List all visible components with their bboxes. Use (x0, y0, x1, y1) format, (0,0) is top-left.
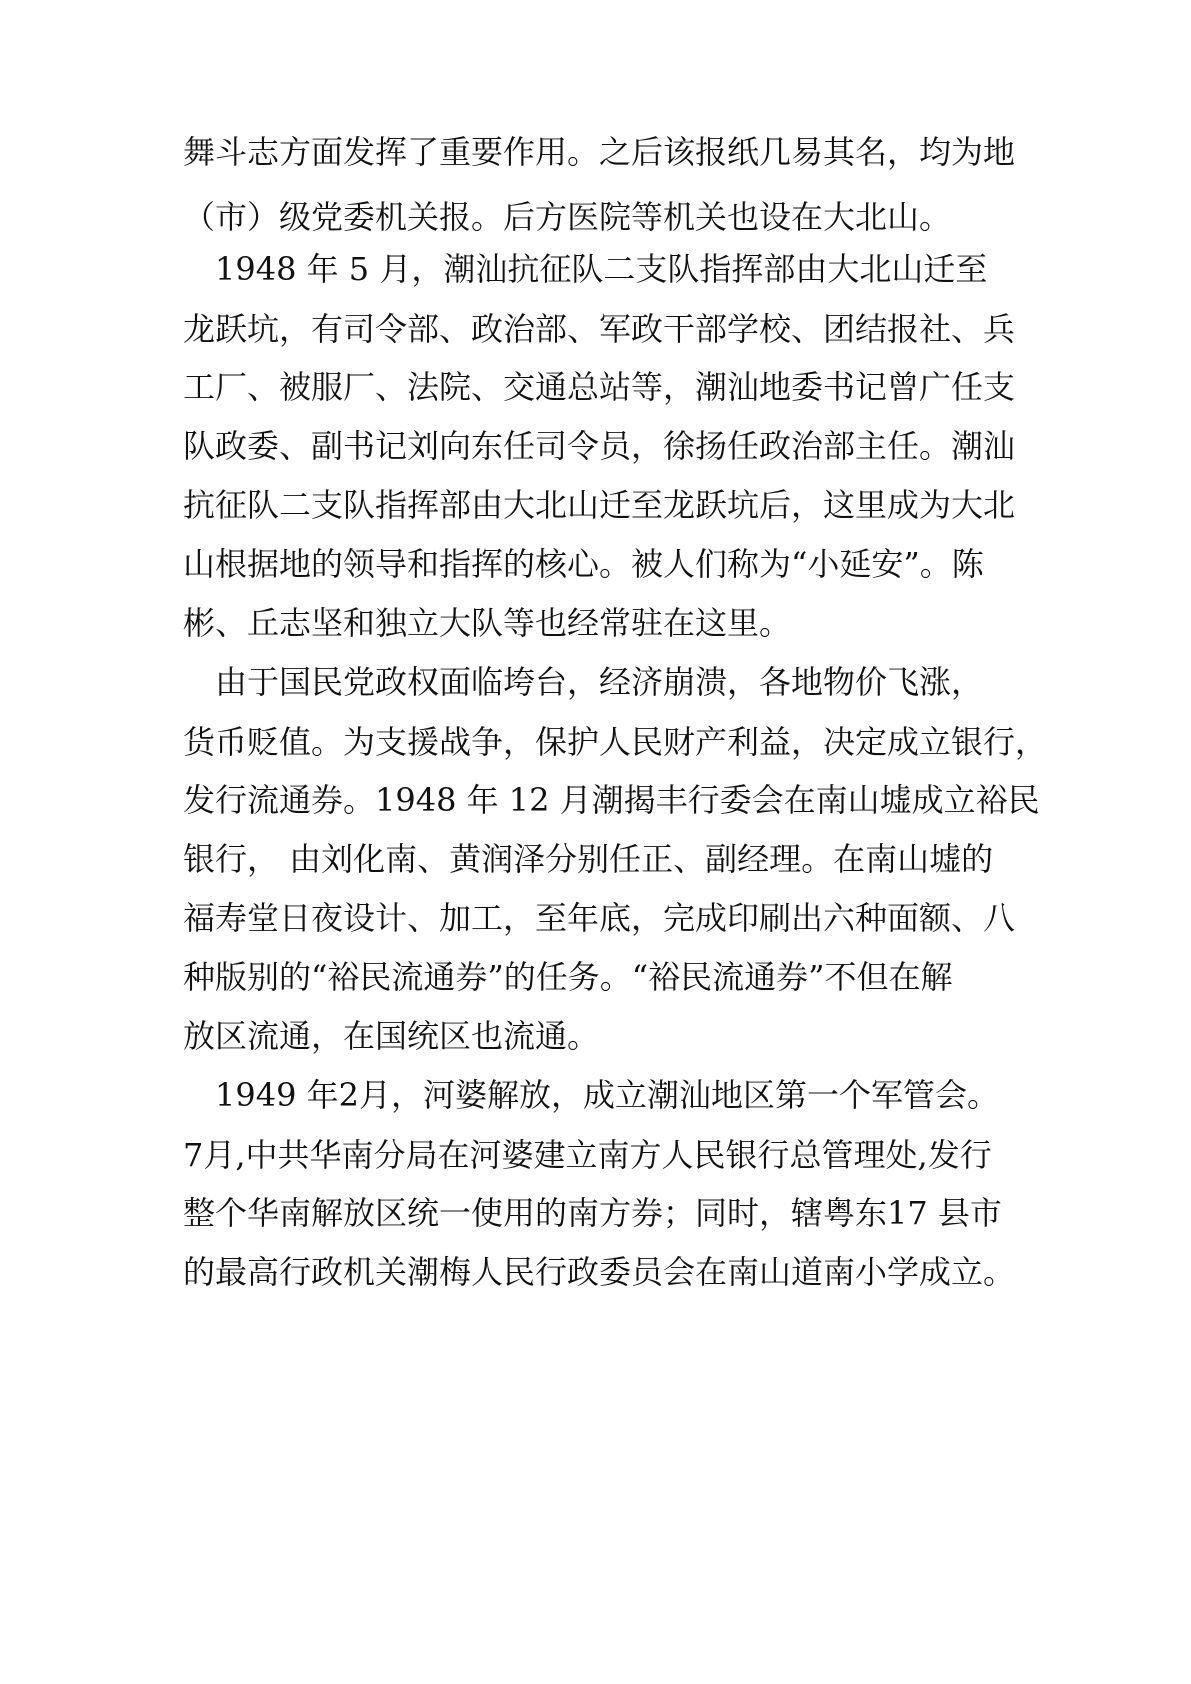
text-line: （市）级党委机关报。后方医院等机关也设在大北山。 (183, 198, 952, 236)
text-line: 由于国民党政权面临垮台，经济崩溃，各地物价飞涨， (183, 663, 984, 701)
text-line: 发行流通券。1948 年 12 月潮揭丰行委会在南山墟成立裕民 (183, 781, 1040, 819)
text-line: 种版别的“裕民流通券”的任务。“裕民流通券”不但在解 (183, 958, 953, 996)
text-line: 1948 年 5 月，潮汕抗征队二支队指挥部由大北山迁至 (183, 250, 988, 288)
text-line: 货币贬值。为支援战争，保护人民财产利益，决定成立银行， (183, 723, 1048, 761)
text-line: 抗征队二支队指挥部由大北山迁至龙跃坑后，这里成为大北 (183, 486, 1016, 524)
text-line: 山根据地的领导和指挥的核心。被人们称为“小延安”。陈 (183, 545, 984, 583)
text-line: 7月,中共华南分局在河婆建立南方人民银行总管理处,发行 (183, 1136, 992, 1174)
text-line: 放区流通，在国统区也流通。 (183, 1017, 600, 1055)
text-line: 舞斗志方面发挥了重要作用。之后该报纸几易其名，均为地 (183, 133, 1016, 171)
text-line: 队政委、副书记刘向东任司令员，徐扬任政治部主任。潮汕 (183, 427, 1016, 465)
text-line: 银行， 由刘化南、黄润泽分别任正、副经理。在南山墟的 (183, 840, 994, 878)
text-line: 龙跃坑，有司令部、政治部、军政干部学校、团结报社、兵 (183, 310, 1016, 348)
text-line: 工厂、被服厂、法院、交通总站等，潮汕地委书记曾广任支 (183, 368, 1016, 406)
text-line: 彬、丘志坚和独立大队等也经常驻在这里。 (183, 604, 792, 642)
text-line: 福寿堂日夜设计、加工，至年底，完成印刷出六种面额、八 (183, 899, 1016, 937)
body-text (183, 0, 1048, 1684)
text-line: 整个华南解放区统一使用的南方券；同时，辖粤东17 县市 (183, 1194, 1002, 1232)
text-line: 的最高行政机关潮梅人民行政委员会在南山道南小学成立。 (183, 1253, 1016, 1291)
text-line: 1949 年2月，河婆解放，成立潮汕地区第一个军管会。 (183, 1076, 999, 1114)
